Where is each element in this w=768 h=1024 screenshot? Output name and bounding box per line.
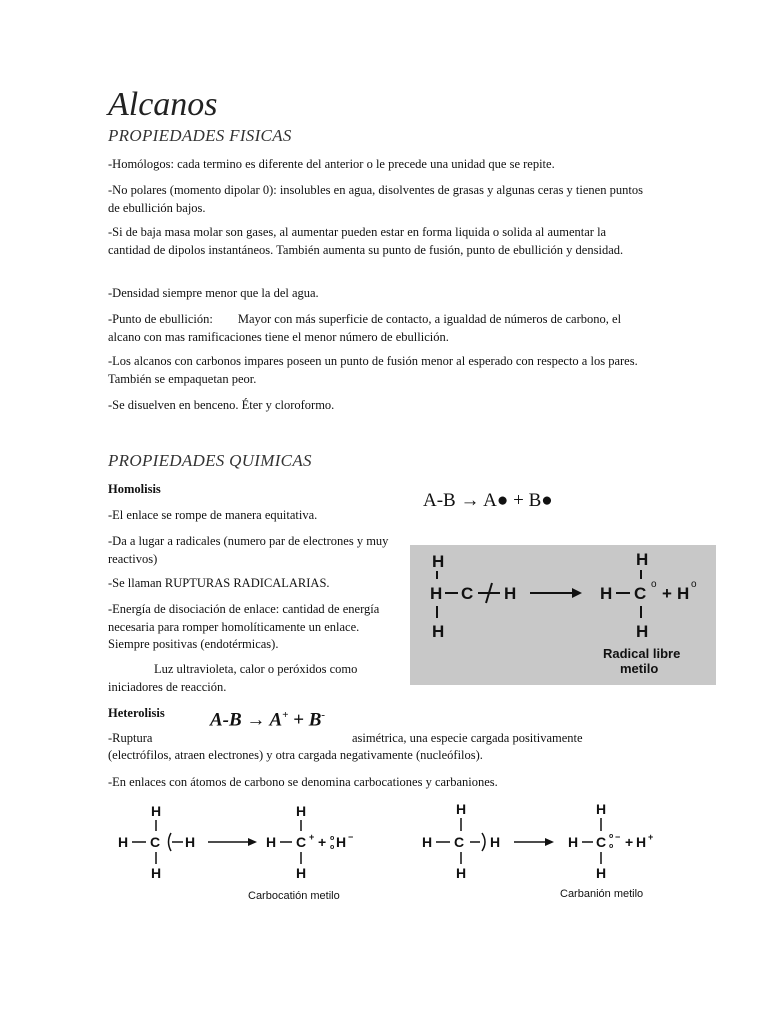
svg-text:H: H bbox=[600, 584, 613, 603]
svg-text:H: H bbox=[296, 865, 307, 881]
homolisis-item-5: Luz ultravioleta, calor o peróxidos como iniciadores de reacción. bbox=[108, 662, 358, 694]
svg-text:+: + bbox=[625, 834, 634, 850]
physical-item-6: -Los alcanos con carbonos impares poseen un punto de fusión menor al esperado con respecto a los pares. También se empaquetan peor. bbox=[108, 354, 638, 386]
heterolisis-eq-minus: - bbox=[321, 709, 326, 721]
homolisis-item-1: -El enlace se rompe de manera equitativa. bbox=[108, 508, 318, 522]
homolisis-equation: A-B → A● + B● bbox=[423, 490, 553, 511]
svg-text:H: H bbox=[185, 834, 196, 850]
svg-text:H: H bbox=[677, 584, 690, 603]
svg-text:H: H bbox=[151, 803, 162, 819]
physical-item-3: -Si de baja masa molar son gases, al aumentar pueden estar en forma liquida o solida al aumentar la cantidad de dipolos instantáneos. También aumenta su punto de fusión, punto de ebullición y densidad. bbox=[108, 225, 624, 257]
homolisis-item-2: -Da a lugar a radicales (numero par de electrones y muy reactivos) bbox=[108, 534, 389, 566]
svg-text:C: C bbox=[454, 834, 465, 850]
svg-text:+: + bbox=[662, 584, 672, 603]
svg-text:−: − bbox=[615, 832, 621, 842]
carbanion-diagram bbox=[418, 798, 678, 910]
heterolisis-rupture-line2: (electrófilos, atraen electrones) y otra cargada negativamente (nucleófilos). bbox=[108, 748, 483, 762]
svg-text:o: o bbox=[330, 835, 335, 842]
svg-text:H: H bbox=[636, 622, 649, 641]
svg-text:H: H bbox=[151, 865, 162, 881]
svg-text:H: H bbox=[568, 834, 579, 850]
svg-text:H: H bbox=[636, 550, 649, 569]
svg-text:H: H bbox=[296, 803, 307, 819]
svg-text:−: − bbox=[348, 832, 354, 842]
heterolisis-eq-mid: + B bbox=[288, 709, 322, 731]
svg-text:H: H bbox=[504, 584, 517, 603]
heterolisis-item-2: -En enlaces con átomos de carbono se denomina carbocationes y carbaniones. bbox=[108, 775, 498, 789]
homolisis-item-3: -Se llaman RUPTURAS RADICALARIAS. bbox=[108, 576, 330, 590]
svg-text:H: H bbox=[336, 834, 347, 850]
physical-item-7: -Se disuelven en benceno. Éter y cloroformo. bbox=[108, 398, 335, 412]
svg-text:+: + bbox=[309, 832, 315, 842]
svg-text:C: C bbox=[150, 834, 161, 850]
svg-text:H: H bbox=[596, 865, 607, 881]
svg-text:H: H bbox=[456, 865, 467, 881]
physical-item-4: -Densidad siempre menor que la del agua. bbox=[108, 286, 319, 300]
carbocation-diagram bbox=[108, 800, 388, 910]
chemical-heading: PROPIEDADES QUIMICAS bbox=[108, 451, 312, 470]
carbocation-caption: Carbocatión metilo bbox=[248, 890, 340, 902]
svg-text:o: o bbox=[609, 843, 614, 850]
heterolisis-rupture-start: -Ruptura bbox=[108, 731, 153, 745]
heterolisis-title: Heterolisis bbox=[108, 706, 165, 720]
heterolisis-rupture-rest: asimétrica, una especie cargada positivamente bbox=[352, 731, 583, 745]
svg-text:H: H bbox=[432, 552, 445, 571]
carbanion-caption: Carbanión metilo bbox=[560, 888, 644, 900]
homolisis-item-4: -Energía de disociación de enlace: cantidad de energía necesaria para romper homolíticamente un enlace. Siempre positivas (endotérmicas). bbox=[108, 602, 380, 651]
svg-text:+: + bbox=[318, 834, 327, 850]
physical-item-1: -Homólogos: cada termino es diferente del anterior o le precede una unidad que se repite. bbox=[108, 157, 555, 171]
heterolisis-eq-plus: + bbox=[282, 709, 289, 721]
physical-item-2: -No polares (momento dipolar 0): insolubles en agua, disolventes de grasas y algunas ceras y tienen puntos de ebullición bajos. bbox=[108, 183, 643, 215]
carbocation-figure bbox=[108, 800, 388, 910]
svg-text:C: C bbox=[461, 584, 474, 603]
svg-text:H: H bbox=[636, 834, 647, 850]
svg-text:H: H bbox=[456, 801, 467, 817]
svg-text:H: H bbox=[118, 834, 129, 850]
physical-heading: PROPIEDADES FISICAS bbox=[108, 126, 292, 145]
svg-text:H: H bbox=[490, 834, 501, 850]
svg-text:H: H bbox=[596, 801, 607, 817]
svg-text:C: C bbox=[296, 834, 307, 850]
physical-item-5: -Punto de ebullición: Mayor con más superficie de contacto, a igualdad de números de carbono, el alcano con mas ramificaciones tiene el menor número de ebullición. bbox=[108, 312, 625, 344]
svg-text:H: H bbox=[430, 584, 443, 603]
carbanion-figure bbox=[418, 798, 678, 910]
svg-text:C: C bbox=[596, 834, 607, 850]
methyl-radical-diagram bbox=[410, 545, 716, 685]
svg-text:H: H bbox=[266, 834, 277, 850]
heterolisis-equation bbox=[210, 709, 325, 731]
svg-text:H: H bbox=[422, 834, 433, 850]
radical-caption-line2: metilo bbox=[620, 661, 659, 676]
svg-text:o: o bbox=[651, 579, 657, 590]
radical-caption-line1: Radical libre bbox=[603, 646, 681, 661]
heterolisis-eq-base: A-B → A bbox=[210, 709, 283, 731]
svg-text:H: H bbox=[432, 622, 445, 641]
svg-text:C: C bbox=[634, 584, 647, 603]
svg-text:o: o bbox=[691, 579, 697, 590]
homolisis-figure bbox=[410, 545, 716, 685]
homolisis-title: Homolisis bbox=[108, 482, 161, 496]
svg-text:+: + bbox=[648, 832, 654, 842]
svg-text:o: o bbox=[330, 844, 335, 851]
page-title: Alcanos bbox=[108, 86, 218, 123]
svg-text:o: o bbox=[609, 833, 614, 840]
